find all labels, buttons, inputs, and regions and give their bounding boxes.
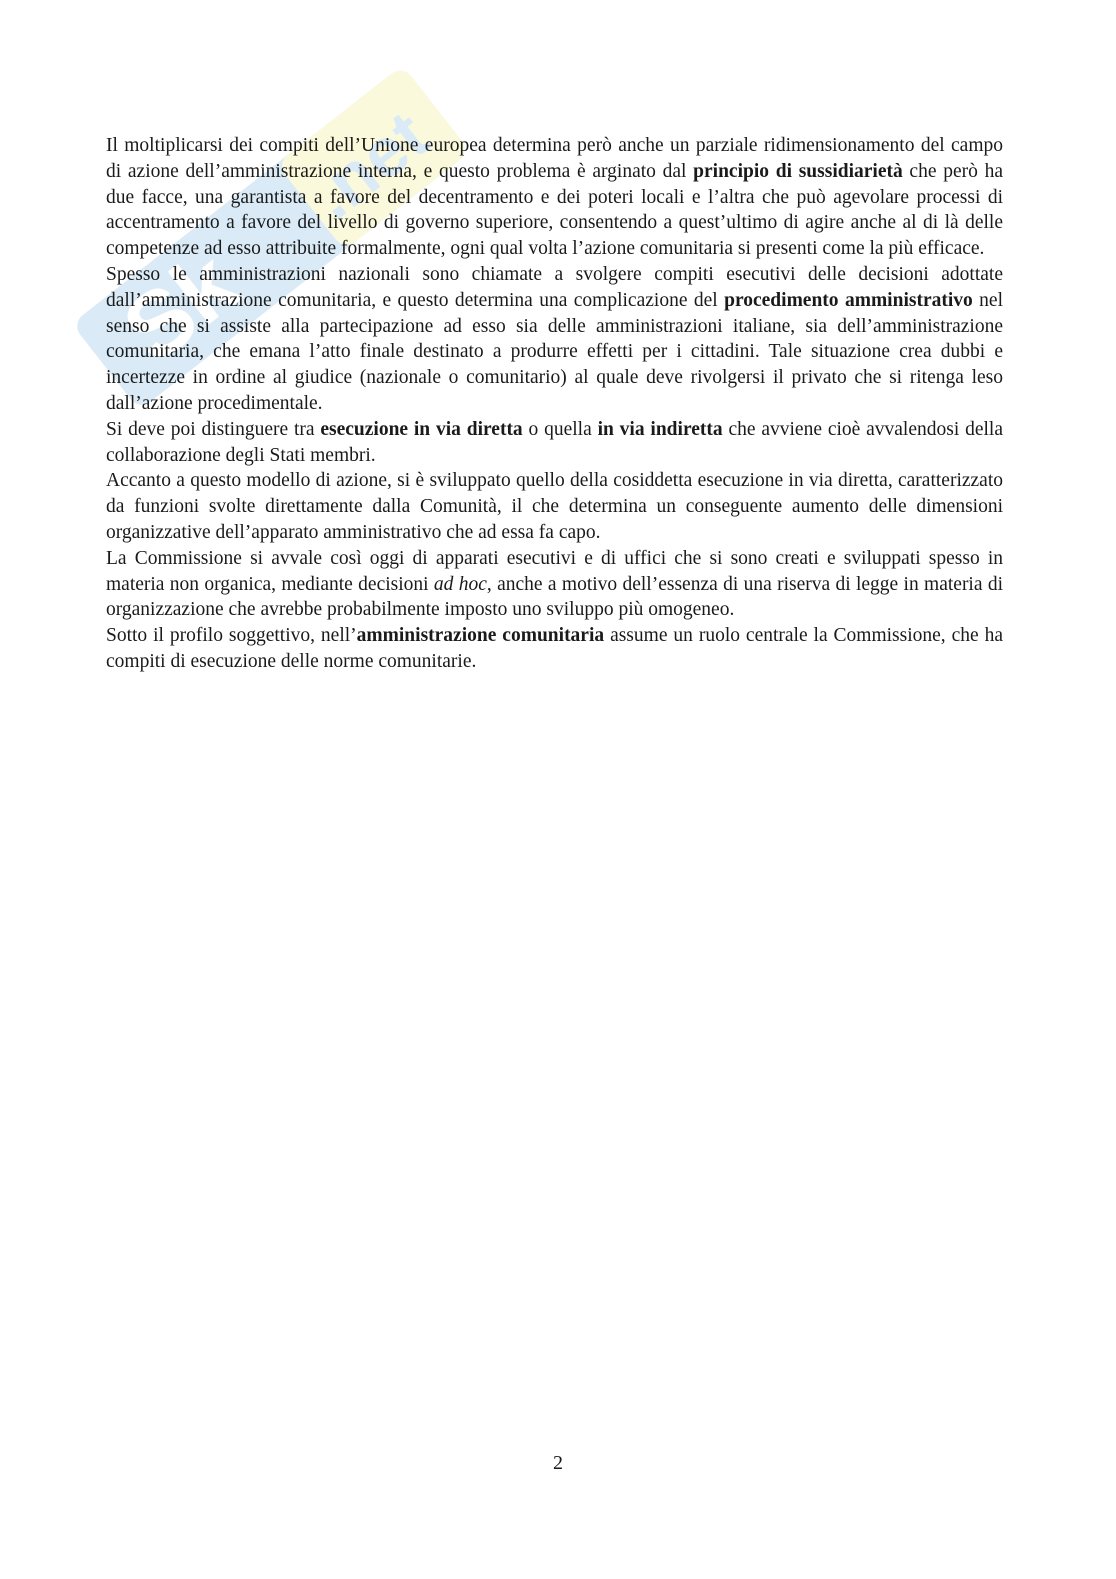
svg-text:Sk: Sk <box>104 232 257 382</box>
page-number: 2 <box>553 1452 563 1474</box>
paragraph <box>106 262 1003 417</box>
text-run: La Commissione si avvale così oggi di apparati esecutivi e di uffici che si sono creati e sviluppati spesso in materia non organica, mediante decisioni <box>106 547 1003 595</box>
text-run: , anche a motivo dell’essenza di una riserva di legge in materia di organizzazione che avrebbe probabilmente imposto uno sviluppo più omogeneo. <box>106 573 1004 621</box>
svg-text:.net: .net <box>296 95 443 234</box>
bold-term: amministrazione comunitaria <box>356 625 605 647</box>
text-run: che avviene cioè avvalendosi della collaborazione degli Stati membri. <box>106 418 1003 466</box>
document-body <box>106 133 1003 675</box>
paragraph <box>106 468 1003 545</box>
text-run: che però ha due facce, una garantista a favore del decentramento e dei poteri locali e l’altra che può agevolare processi di accentramento a favore del livello di governo superiore, consentendo a quest’ultimo di agire anche al di là delle competenze ad esso attribuite formalmente, ogni qual volta l’azione comunitaria si presenti come la più efficace. <box>106 160 1003 260</box>
text-run: Accanto a questo modello di azione, si è sviluppato quello della cosiddetta esecuzione in via diretta, caratterizzato da funzioni svolte direttamente dalla Comunità, il che determina un conseguente aumento delle dimensioni organizzative dell’apparato amministrativo che ad essa fa capo. <box>106 470 1003 543</box>
text-run: Spesso le amministrazioni nazionali sono chiamate a svolgere compiti esecutivi delle decisioni adottate dall’amministrazione comunitaria, e questo determina una complicazione del <box>106 263 1003 311</box>
paragraph <box>106 133 1003 262</box>
text-run: assume un ruolo centrale la Commissione, che ha compiti di esecuzione delle norme comunitarie. <box>106 625 1003 672</box>
text-run: Il moltiplicarsi dei compiti dell’Unione europea determina però anche un parziale ridimensionamento del campo di azione dell’amministrazione interna, e questo problema è arginato dal <box>106 135 1003 182</box>
bold-term: in via indiretta <box>597 418 723 440</box>
text-run: Si deve poi distinguere tra <box>106 418 321 440</box>
paragraph <box>106 417 1003 469</box>
paragraph <box>106 623 1003 675</box>
text-run: nel senso che si assiste alla partecipazione ad esso sia delle amministrazioni italiane, sia dell’amministrazione comunitaria, che emana l’atto finale destinato a produrre effetti per i cittadini. Tale situazione crea dubbi e incertezze in ordine al giudice (nazionale o comunitario) al quale deve rivolgersi il privato che si ritenga leso dall’azione procedimentale. <box>106 289 1004 414</box>
text-run: o quella <box>522 418 598 440</box>
paragraph <box>106 546 1003 623</box>
italic-term: ad hoc <box>433 573 487 595</box>
bold-term: procedimento amministrativo <box>724 289 973 311</box>
text-run: Sotto il profilo soggettivo, nell’ <box>106 625 357 647</box>
bold-term: esecuzione in via diretta <box>320 418 523 440</box>
bold-term: principio di sussidiarietà <box>693 160 903 182</box>
